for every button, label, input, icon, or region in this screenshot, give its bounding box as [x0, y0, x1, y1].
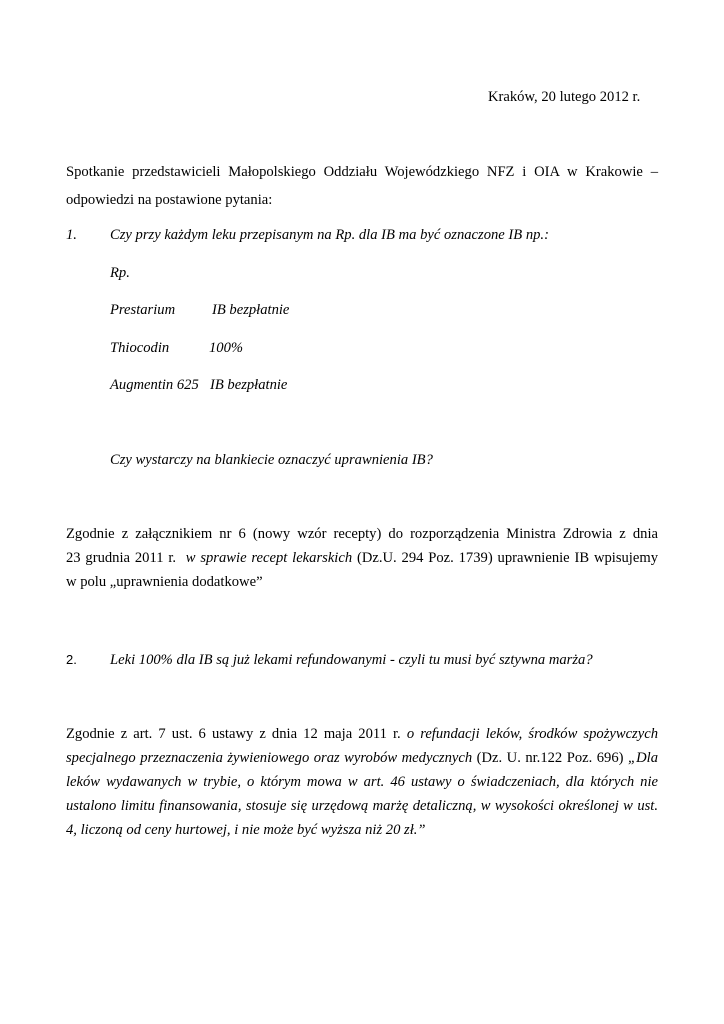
- question-2-text: Leki 100% dla IB są już lekami refundowanymi - czyli tu musi być sztywna marża?: [110, 652, 593, 668]
- answer-1-paragraph: [66, 522, 658, 594]
- intro-paragraph: [66, 160, 658, 212]
- answer-2-intro: Zgodnie z art. 7 ust. 6 ustawy z dnia 12 maja 2011 r.: [66, 726, 401, 742]
- answer-2-line-5: 4, liczoną od ceny hurtowej, i nie może być wyższa niż 20 zł.”: [66, 822, 426, 838]
- answer-1-citation: (Dz.U. 294 Poz. 1739) uprawnienie IB wpisujemy: [356, 550, 658, 566]
- answer-1-line-1: Zgodnie z załącznikiem nr 6 (nowy wzór recepty) do rozporządzenia Ministra Zdrowia z dnia: [66, 526, 658, 542]
- answer-2-act-title-part-1: o refundacji leków, środków spożywczych: [406, 726, 658, 742]
- drug-name-1: Prestarium: [110, 302, 176, 318]
- drug-name-2: Thiocodin: [110, 340, 170, 356]
- drug-value-2: 100%: [209, 340, 244, 356]
- answer-2-line-3: leków wydawanych w trybie, o którym mowa w art. 46 ustawy o świadczeniach, dla których nie: [66, 774, 658, 790]
- question-1-text: Czy przy każdym leku przepisanym na Rp. dla IB ma być oznaczone IB np.:: [110, 227, 549, 243]
- answer-2-line-1: [66, 722, 658, 746]
- answer-1-date: 23 grudnia 2011 r.: [66, 550, 177, 566]
- answer-2-line-4: ustalono limitu finansowania, stosuje się urzędową marżę detaliczną, w wysokości określonej w ust.: [66, 798, 658, 814]
- answer-2-citation: (Dz. U. nr.122 Poz. 696): [476, 750, 624, 766]
- document-date: Kraków, 20 lutego 2012 r.: [488, 89, 641, 105]
- answer-2-line-2: [66, 746, 658, 770]
- drug-value-1: IB bezpłatnie: [212, 302, 290, 318]
- intro-line-1: Spotkanie przedstawicieli Małopolskiego Oddziału Wojewódzkiego NFZ i OIA w Krakowie –: [66, 164, 658, 180]
- answer-2-paragraph: [66, 722, 658, 842]
- question-2-number: 2.: [66, 652, 77, 667]
- intro-line-2: odpowiedzi na postawione pytania:: [66, 192, 273, 208]
- answer-1-line-3: w polu „uprawnienia dodatkowe”: [66, 574, 263, 590]
- drug-name-3: Augmentin 625: [110, 377, 199, 393]
- answer-2-act-title-part-2: specjalnego przeznaczenia żywieniowego oraz wyrobów medycznych: [66, 750, 473, 766]
- drug-value-3: IB bezpłatnie: [210, 377, 288, 393]
- answer-1-line-2: [66, 546, 658, 570]
- question-1-followup: Czy wystarczy na blankiecie oznaczyć uprawnienia IB?: [110, 452, 433, 468]
- question-1-number: 1.: [66, 227, 77, 243]
- rp-label: Rp.: [110, 265, 130, 281]
- answer-1-act-title: w sprawie recept lekarskich: [185, 550, 353, 566]
- answer-2-quote-start: „Dla: [628, 750, 659, 766]
